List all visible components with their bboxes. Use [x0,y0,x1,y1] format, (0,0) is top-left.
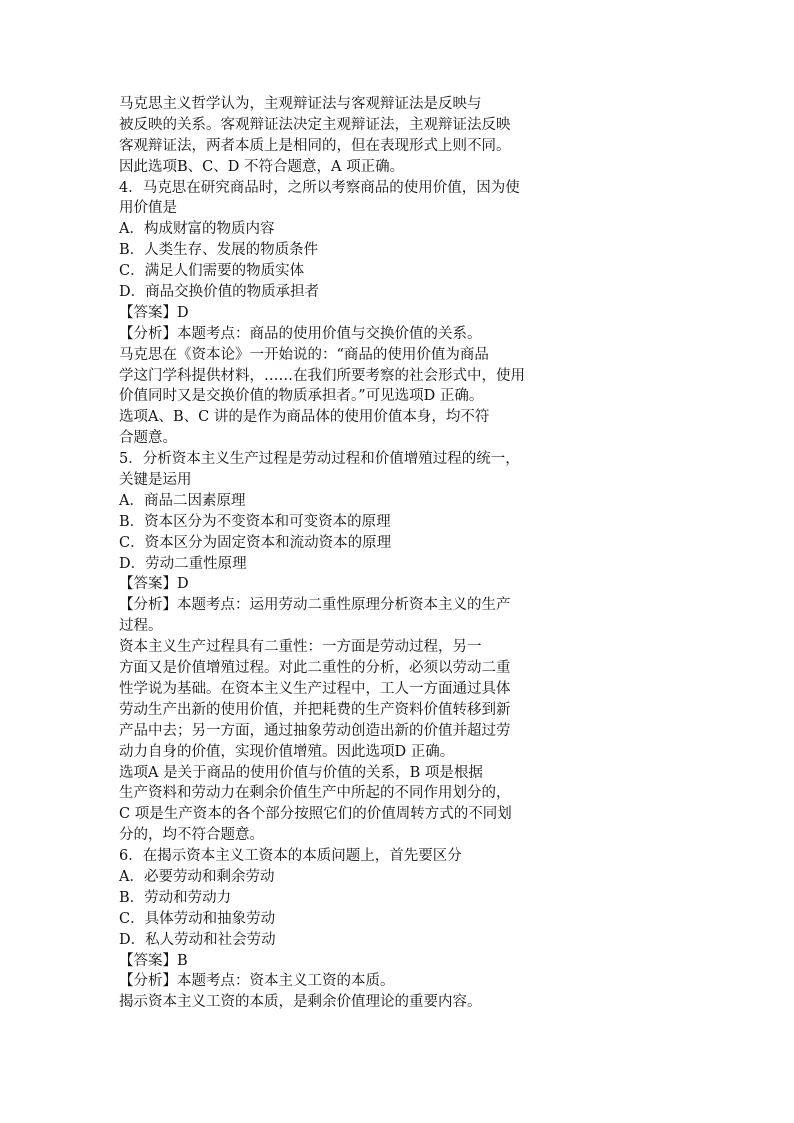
text-line: 【分析】本题考点：运用劳动二重性原理分析资本主义的生产 [119,597,511,614]
text-line: 被反映的关系。客观辩证法决定主观辩证法，主观辩证法反映 [119,116,511,133]
text-line: 方面又是价值增殖过程。对此二重性的分析，必须以劳动二重 [119,660,511,677]
text-line: A．构成财富的物质内容 [119,221,275,238]
text-line: D．商品交换价值的物质承担者 [119,284,320,301]
text-line: 生产资料和劳动力在剩余价值生产中所起的不同作用划分的， [119,785,511,802]
text-line: B．劳动和劳动力 [119,889,232,906]
text-line: 价值同时又是交换价值的物质承担者。”可见选项D 正确。 [119,388,484,405]
text-line: A．商品二因素原理 [119,492,246,509]
text-line: B．人类生存、发展的物质条件 [119,242,319,259]
text-line: 马克思主义哲学认为，主观辩证法与客观辩证法是反映与 [119,96,482,112]
text-line: 关键是运用 [119,472,192,489]
text-line: C．具体劳动和抽象劳动 [119,910,276,927]
text-line: 4．马克思在研究商品时，之所以考察商品的使用价值，因为使 [119,179,520,196]
text-line: 分的，均不符合题意。 [119,827,264,844]
text-line: C 项是生产资本的各个部分按照它们的价值周转方式的不同划 [119,806,512,823]
text-line: 马克思在《资本论》一开始说的：“商品的使用价值为商品 [119,346,489,363]
text-line: 性学说为基础。在资本主义生产过程中，工人一方面通过具体 [119,680,511,697]
text-line: C．满足人们需要的物质实体 [119,263,305,280]
text-line: 选项A、B、C 讲的是作为商品体的使用价值本身，均不符 [119,409,490,426]
text-line: 【答案】D [119,576,189,593]
text-line: 资本主义生产过程具有二重性：一方面是劳动过程，另一 [119,639,482,656]
text-line: C．资本区分为固定资本和流动资本的原理 [119,534,392,551]
text-line: 6．在揭示资本主义工资本的本质问题上，首先要区分 [119,848,462,865]
text-line: 客观辩证法，两者本质上是相同的，但在表现形式上则不同。 [119,137,511,154]
text-line: D．私人劳动和社会劳动 [119,931,276,948]
text-line: 选项A 是关于商品的使用价值与价值的关系，B 项是根据 [119,764,483,781]
text-line: 5．分析资本主义生产过程是劳动过程和价值增殖过程的统一， [119,451,520,468]
text-line: D．劳动二重性原理 [119,555,247,572]
document-body [119,94,579,1013]
text-line: 【答案】D [119,304,189,321]
text-line: 动力自身的价值，实现价值增殖。因此选项D 正确。 [119,743,455,760]
text-line: 产品中去；另一方面，通过抽象劳动创造出新的价值并超过劳 [119,722,511,739]
text-line: 合题意。 [119,430,177,447]
text-line: 揭示资本主义工资的本质，是剩余价值理论的重要内容。 [119,994,482,1011]
text-line: 劳动生产出新的使用价值，并把耗费的生产资料价值转移到新 [119,701,511,718]
text-line: 【分析】本题考点：资本主义工资的本质。 [119,973,395,990]
text-line: 用价值是 [119,200,177,217]
text-line: 【分析】本题考点：商品的使用价值与交换价值的关系。 [119,325,482,342]
text-line: 因此选项B、C、D 不符合题意，A 项正确。 [119,158,405,175]
text-line: B．资本区分为不变资本和可变资本的原理 [119,513,391,530]
text-line: 学这门学科提供材料，……在我们所要考察的社会形式中，使用 [119,367,525,384]
text-line: 【答案】B [119,952,188,969]
text-line: A．必要劳动和剩余劳动 [119,868,275,885]
text-line: 过程。 [119,618,163,635]
